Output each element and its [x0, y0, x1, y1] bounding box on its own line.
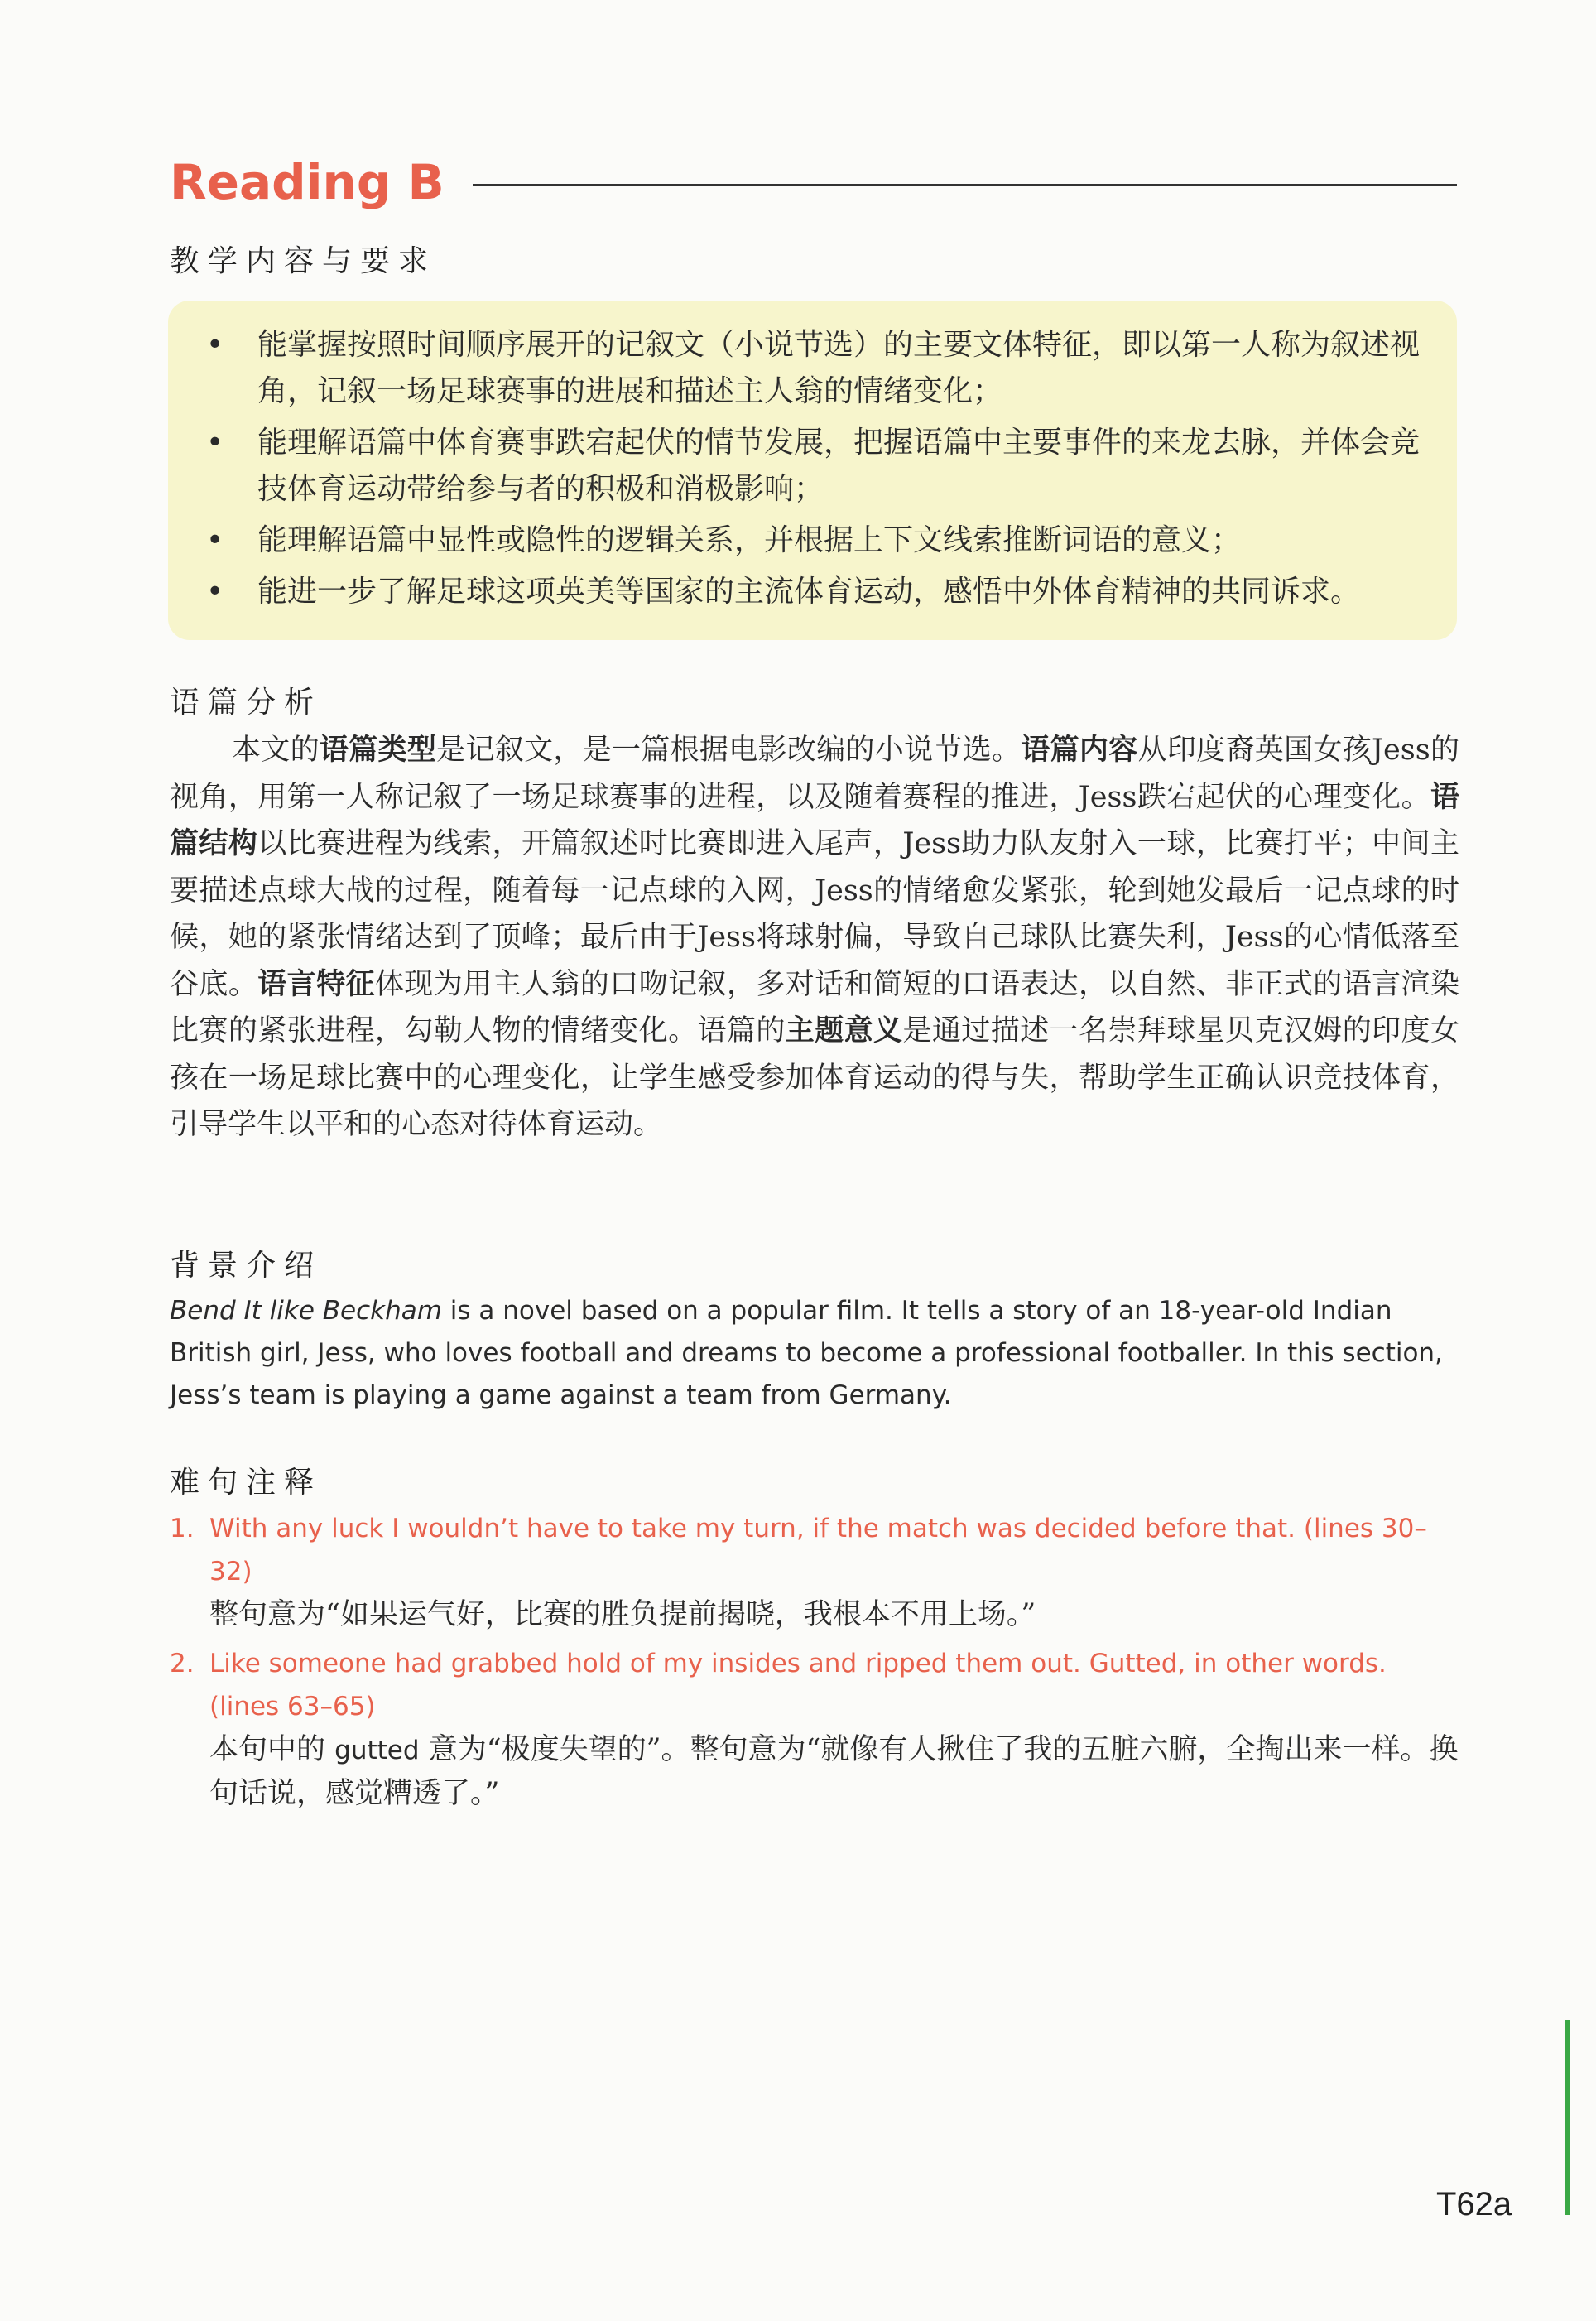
objective-item: • 能理解语篇中显性或隐性的逻辑关系，并根据上下文线索推断词语的意义；: [168, 518, 1432, 564]
term-text-type: 语篇类型: [319, 733, 437, 767]
title-row: [170, 149, 1457, 215]
bullet-icon: •: [206, 523, 224, 557]
page-number: T62a: [1436, 2186, 1512, 2222]
note-chinese: 整句意为“如果运气好，比赛的胜负提前揭晓，我根本不用上场。”: [209, 1598, 1036, 1631]
term-theme: 主题意义: [785, 1014, 903, 1047]
bullet-icon: •: [206, 575, 224, 609]
note-english: With any luck I wouldn’t have to take my turn, if the match was decided before that. (lines 30–32): [209, 1514, 1427, 1587]
side-tab-bar: [1565, 2020, 1570, 2215]
objective-item: • 能理解语篇中体育赛事跌宕起伏的情节发展，把握语篇中主要事件的来龙去脉，并体会竞技体育运动带给参与者的积极和消极影响；: [168, 420, 1432, 513]
note-number: 1.: [170, 1514, 195, 1543]
objectives-list: [168, 301, 1457, 615]
title-rule: [473, 184, 1457, 186]
note-english: Like someone had grabbed hold of my insides and ripped them out. Gutted, in other words. (lines 63–65): [209, 1649, 1387, 1721]
bullet-icon: •: [206, 328, 224, 362]
note-number: 2.: [170, 1649, 195, 1678]
objectives-heading: 教学内容与要求: [170, 244, 437, 278]
term-language: 语言特征: [257, 966, 375, 1001]
objective-item: • 能进一步了解足球这项英美等国家的主流体育运动，感悟中外体育精神的共同诉求。: [168, 569, 1432, 615]
bullet-icon: •: [206, 426, 224, 460]
notes-heading: 难句注释: [170, 1466, 323, 1500]
note-chinese: 本句中的 gutted 意为“极度失望的”。整句意为“就像有人揪住了我的五脏六腑，全掏出来一样。换句话说，感觉糟透了。”: [209, 1733, 1459, 1810]
objective-item: • 能掌握按照时间顺序展开的记叙文（小说节选）的主要文体特征，即以第一人称为叙述视角，记叙一场足球赛事的进展和描述主人翁的情绪变化；: [168, 322, 1432, 415]
page-title: Reading B: [170, 154, 445, 210]
objectives-box: [168, 301, 1457, 640]
term-content: 语篇内容: [1021, 733, 1138, 767]
background-paragraph: Bend It like Beckham is a novel based on a popular film. It tells a story of an 18-year-old Indian British girl, Jess, who loves football and dreams to become a professional footballer. In this section, Jess’s team is playing a game against a team from Germany.: [170, 1296, 1443, 1410]
background-heading: 背景介绍: [170, 1249, 323, 1283]
notes-list: [170, 1507, 1459, 1820]
analysis-heading: 语篇分析: [170, 686, 323, 720]
analysis-paragraph: 本文的语篇类型是记叙文，是一篇根据电影改编的小说节选。语篇内容从印度裔英国女孩Jess的视角，用第一人称记叙了一场足球赛事的进程，以及随着赛程的推进，Jess跌宕起伏的心理变化。语篇结构以比赛进程为线索，开篇叙述时比赛即进入尾声，Jess助力队友射入一球，比赛打平；中间主要描述点球大战的过程，随着每一记点球的入网，Jess的情绪愈发紧张，轮到她发最后一记点球的时候，她的紧张情绪达到了顶峰；最后由于Jess将球射偏，导致自己球队比赛失利，Jess的心情低落至谷底。语言特征体现为用主人翁的口吻记叙，多对话和简短的口语表达，以自然、非正式的语言渲染比赛的紧张进程，勾勒人物的情绪变化。语篇的主题意义是通过描述一名崇拜球星贝克汉姆的印度女孩在一场足球比赛中的心理变化，让学生感受参加体育运动的得与失，帮助学生正确认识竞技体育，引导学生以平和的心态对待体育运动。: [170, 733, 1459, 1141]
note-item: [170, 1507, 1459, 1637]
note-item: [170, 1642, 1459, 1815]
term-structure: 语篇结构: [170, 779, 1459, 860]
book-title: Bend It like Beckham: [170, 1296, 442, 1326]
